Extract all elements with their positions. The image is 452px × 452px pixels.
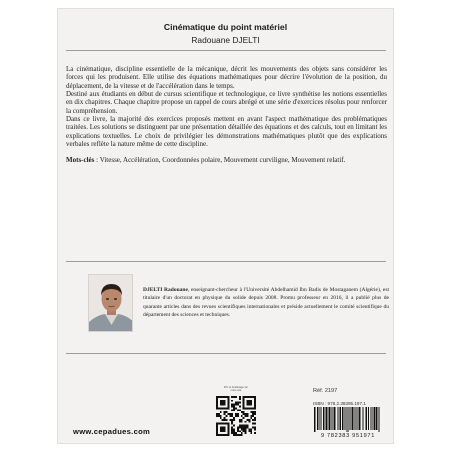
description-paragraph-1: La cinématique, discipline essentielle de la mécanique, décrit les mouvements des objets sans considérer les forces qui les produisent. Elle utilise des équations mathématiques pour décrire l'évolution de la position, du déplacement, de la vitesse et de l'accélération dans le temps. — [66, 65, 387, 90]
author-bio — [143, 286, 389, 319]
bio-text: , enseignant-chercheur à l'Université Abdelhamid Ibn Badis de Mostaganem (Algérie), est titulaire d'un doctorat en physique du solide depuis 2008. Promu professeur en 2016, il a publié plus de quarante articles dans des revues scientifiques internationales et préside actuellement le comité scientifique du département des sciences et techniques. — [143, 287, 389, 318]
reference-number: Réf. 2197 — [313, 388, 338, 394]
author-photo — [88, 274, 133, 332]
bio-author-name: DJELTI Radouane — [143, 287, 188, 293]
book-title: Cinématique du point matériel — [163, 22, 288, 32]
book-description — [66, 65, 387, 165]
isbn-barcode — [313, 407, 381, 432]
qr-code[interactable] — [216, 396, 256, 436]
middle-divider — [66, 261, 386, 262]
keywords-label: Mots-clés — [66, 156, 95, 165]
portrait-image — [89, 275, 133, 332]
keywords — [66, 156, 387, 164]
book-author: Radouane DJELTI — [191, 35, 260, 45]
publisher-website[interactable]: www.cepadues.com — [73, 427, 151, 436]
isbn: ISBN : 978.2.38395.197.1 — [313, 401, 366, 406]
top-divider — [66, 50, 386, 51]
description-paragraph-3: Dans ce livre, la majorité des exercices proposés mettent en avant l'aspect mathématique des problématiques traitées. Les solutions se distinguent par une présentation détaillée des équations et des calculs, tout en limitant les explications textuelles. Le choix de privilégier les démonstrations mathématiques plutôt que des explications verbales reflète la nature même de cette discipline. — [66, 115, 387, 149]
barcode-number: 9 782383 951971 — [320, 433, 376, 439]
bottom-divider — [66, 353, 386, 354]
description-paragraph-2: Destiné aux étudiants en début de cursus scientifique et technologique, ce livre synthétise les notions essentielles en dix chapitres. Chaque chapitre propose un rappel de cours abrégé et une série d'exercices résolus pour renforcer la compréhension. — [66, 90, 387, 115]
back-cover — [57, 8, 394, 444]
qr-label — [216, 386, 256, 392]
qr-label-text: Prix et feuilletage sur notre site — [223, 386, 249, 393]
keywords-list: : Vitesse, Accélération, Coordonnées polaire, Mouvement curviligne, Mouvement relatif. — [94, 156, 346, 165]
